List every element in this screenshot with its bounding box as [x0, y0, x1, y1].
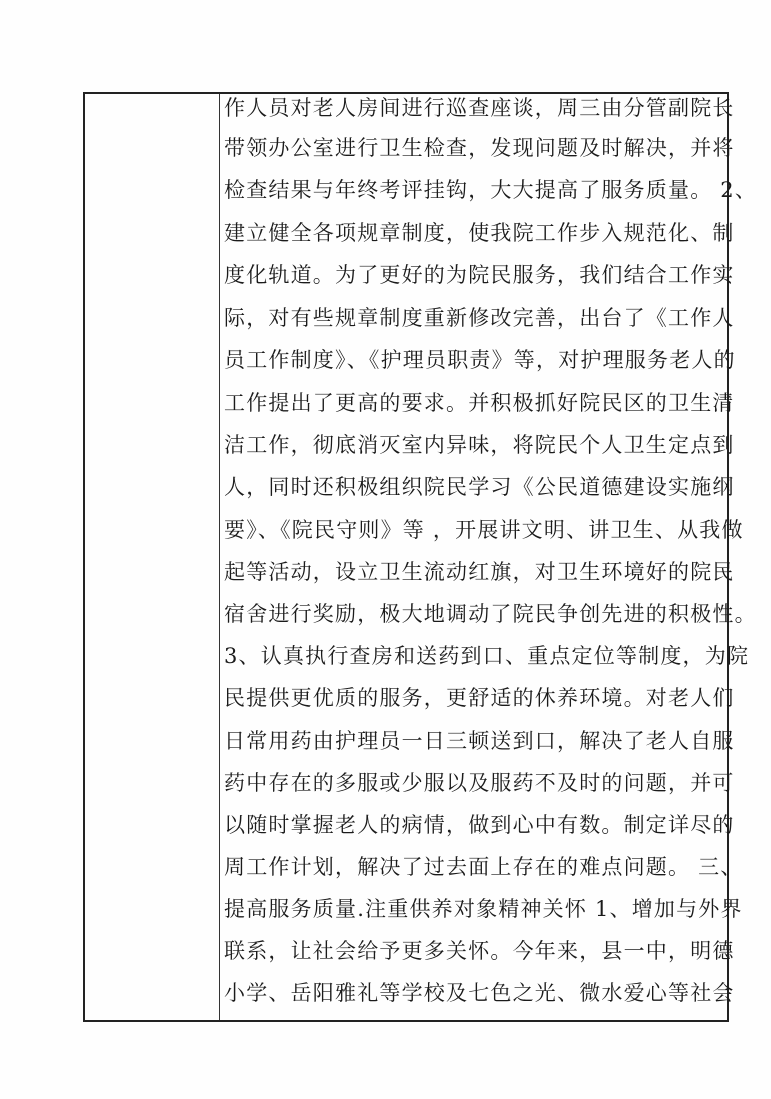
text-line: 3、认真执行查房和送药到口、重点定位等制度，为院 — [224, 644, 750, 668]
text-line: 际，对有些规章制度重新修改完善，出台了《工作人 — [224, 306, 735, 330]
text-line: 民提供更优质的服务，更舒适的休养环境。对老人们 — [224, 686, 735, 710]
text-line: 洁工作，彻底消灭室内异味，将院民个人卫生定点到 — [224, 433, 735, 457]
text-line: 人，同时还积极组织院民学习《公民道德建设实施纲 — [224, 475, 735, 499]
text-line: 带领办公室进行卫生检查，发现问题及时解决，并将 — [224, 136, 735, 160]
table-content-cell — [222, 94, 758, 1020]
text-line: 以随时掌握老人的病情，做到心中有数。制定详尽的 — [224, 813, 735, 837]
text-line: 周工作计划，解决了过去面上存在的难点问题。 三、 — [224, 855, 743, 879]
text-line: 联系，让社会给予更多关怀。今年来，县一中，明德 — [224, 939, 735, 963]
text-line: 员工作制度》、《护理员职责》等，对护理服务老人的 — [224, 348, 736, 372]
text-line: 要》、《院民守则》等 ，开展讲文明、讲卫生、从我做 — [224, 518, 744, 542]
text-line: 药中存在的多服或少服以及服药不及时的问题，并可 — [224, 771, 735, 795]
text-line: 度化轨道。为了更好的为院民服务，我们结合工作实 — [224, 263, 735, 287]
text-line: 检查结果与年终考评挂钩，大大提高了服务质量。 2、 — [224, 178, 758, 202]
text-line: 作人员对老人房间进行巡查座谈，周三由分管副院长 — [224, 96, 735, 120]
form-table — [83, 92, 758, 1022]
text-line: 工作提出了更高的要求。并积极抓好院民区的卫生清 — [224, 391, 735, 415]
text-line: 起等活动，设立卫生流动红旗，对卫生环境好的院民 — [224, 560, 735, 584]
table-label-cell — [85, 94, 220, 1020]
text-line: 宿舍进行奖励，极大地调动了院民争创先进的积极性。 — [224, 602, 757, 626]
text-line: 日常用药由护理员一日三顿送到口，解决了老人自服 — [224, 729, 735, 753]
text-line: 小学、岳阳雅礼等学校及七色之光、微水爱心等社会 — [224, 981, 735, 1005]
text-line: 建立健全各项规章制度，使我院工作步入规范化、制 — [224, 221, 735, 245]
text-line: 提高服务质量.注重供养对象精神关怀 1、增加与外界 — [224, 897, 743, 921]
